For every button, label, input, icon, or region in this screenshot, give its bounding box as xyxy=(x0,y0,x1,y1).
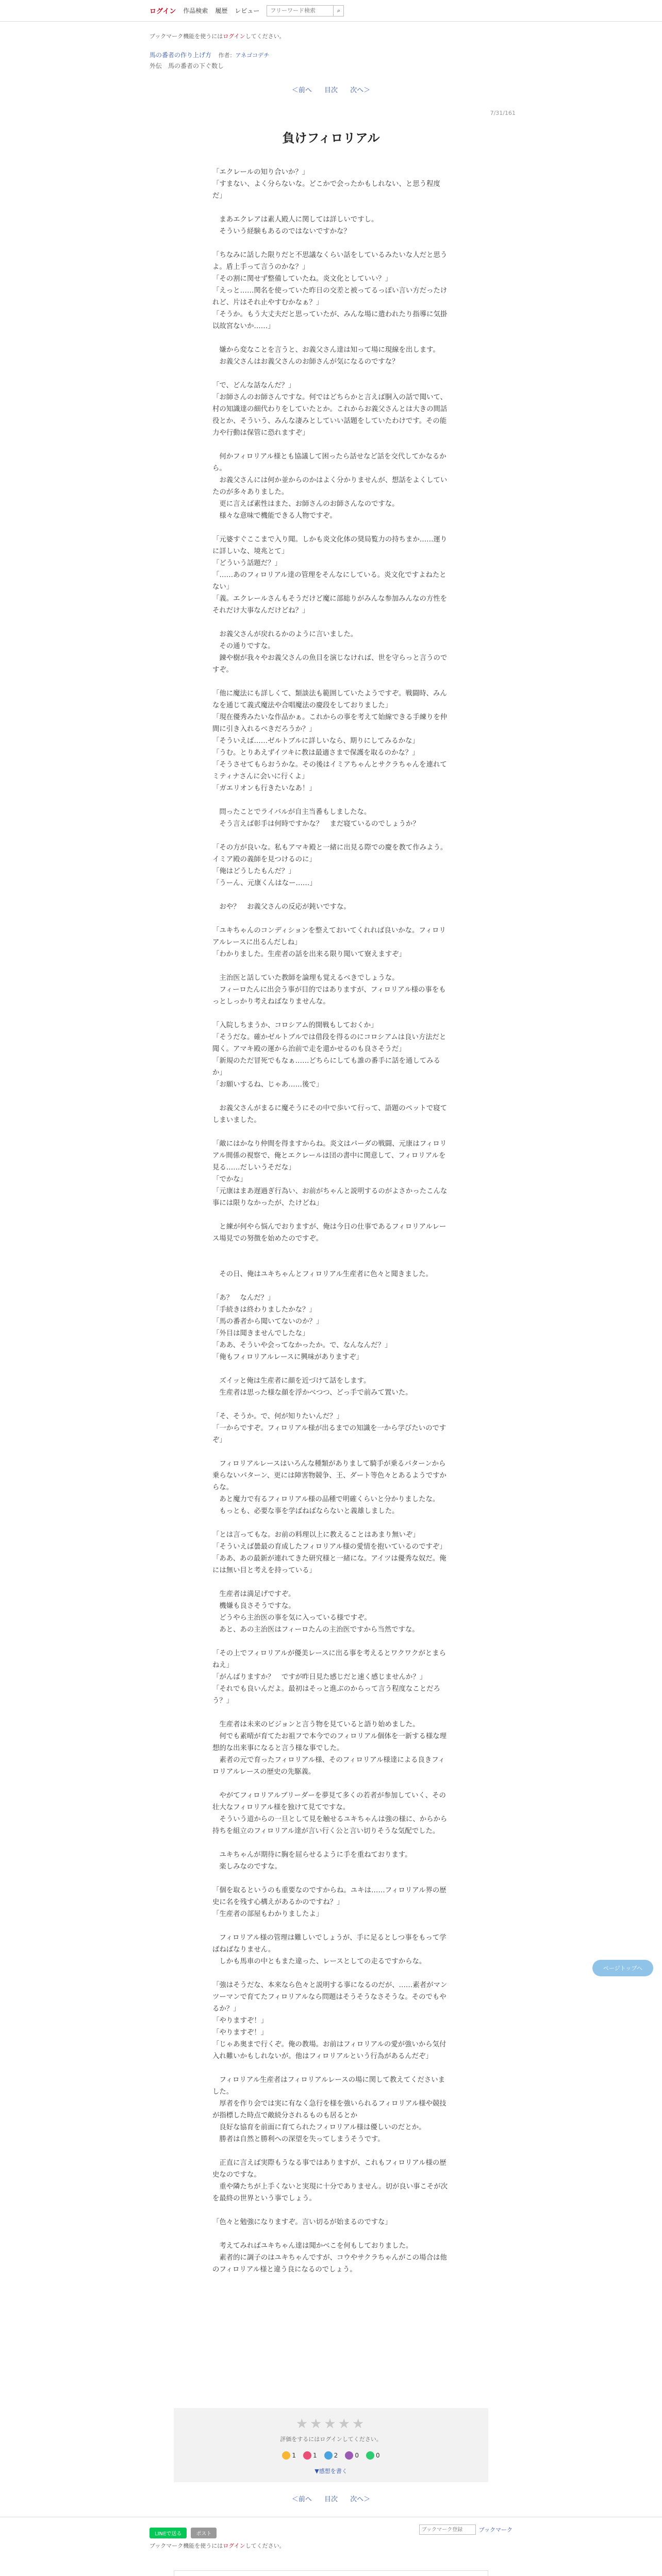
reaction-item[interactable] xyxy=(282,2451,296,2460)
reaction-count: 1 xyxy=(292,2452,296,2459)
reaction-item[interactable] xyxy=(366,2451,380,2460)
login-link[interactable]: ログイン xyxy=(150,8,176,15)
reaction-count: 0 xyxy=(355,2452,359,2459)
nav-search[interactable]: 作品検索 xyxy=(183,7,208,14)
reaction-icon xyxy=(324,2451,333,2460)
reaction-item[interactable] xyxy=(303,2451,317,2460)
chapter-title: 負けフィロリアル xyxy=(282,130,380,145)
star-rating[interactable]: ★★★★★ xyxy=(295,2416,367,2432)
prev-link[interactable]: ＜前へ xyxy=(291,87,312,94)
search-input[interactable] xyxy=(267,5,334,16)
header-meta xyxy=(0,22,662,70)
reaction-item[interactable] xyxy=(324,2451,338,2460)
next-link[interactable]: 次へ＞ xyxy=(350,87,371,94)
author-label: 作者： xyxy=(218,52,236,59)
pager-top xyxy=(0,84,662,94)
notice-text: ブックマーク機能を使うには xyxy=(150,33,223,40)
index-link[interactable]: 目次 xyxy=(324,87,338,94)
bookmark-link[interactable]: ブックマーク xyxy=(478,2527,512,2533)
nav-history[interactable]: 履歴 xyxy=(215,7,228,14)
rating-box xyxy=(174,2408,488,2482)
write-feeling-link[interactable]: ▼感想を書く xyxy=(315,2468,347,2475)
reaction-count: 2 xyxy=(334,2452,338,2459)
reaction-icon xyxy=(366,2451,374,2460)
search-icon[interactable]: ⌕ xyxy=(334,5,344,16)
notice-suffix: してください。 xyxy=(245,2543,285,2549)
prev-link[interactable]: ＜前へ xyxy=(291,2496,312,2503)
notice-text: ブックマーク機能を使うには xyxy=(150,2543,223,2549)
page-counter: 7/31/161 xyxy=(490,110,516,116)
author-link[interactable]: アネゴコデチ xyxy=(235,52,270,59)
page-top-button[interactable]: ページトップへ xyxy=(592,1960,653,1976)
impression-box xyxy=(174,2570,488,2576)
top-nav-bar xyxy=(0,0,662,22)
bookmark-notice-bottom xyxy=(0,2541,662,2550)
share-bar xyxy=(0,2517,662,2541)
rating-note: 評価をするにはログインしてください。 xyxy=(280,2436,382,2443)
next-link[interactable]: 次へ＞ xyxy=(350,2496,371,2503)
bookmark-area xyxy=(419,2524,512,2535)
reaction-icon xyxy=(345,2451,353,2460)
notice-suffix: してください。 xyxy=(245,33,285,40)
reaction-list xyxy=(174,2451,488,2460)
line-share-button[interactable]: LINEで送る xyxy=(150,2528,187,2538)
reaction-count: 0 xyxy=(375,2452,380,2459)
reaction-icon xyxy=(303,2451,311,2460)
bookmark-input[interactable] xyxy=(419,2524,476,2535)
bookmark-notice xyxy=(150,32,662,40)
reaction-count: 1 xyxy=(313,2452,317,2459)
reaction-item[interactable] xyxy=(345,2451,359,2460)
notice-login-link[interactable]: ログイン xyxy=(223,33,245,40)
series-link[interactable]: 馬の番者の作り上げ方 xyxy=(150,52,212,59)
chapter-subtitle: 外伝 馬の番者の下ぐ数し xyxy=(150,62,224,70)
notice-login-link[interactable]: ログイン xyxy=(223,2543,245,2549)
index-link[interactable]: 目次 xyxy=(324,2496,338,2503)
x-post-button[interactable]: ポスト xyxy=(191,2528,217,2538)
nav-review[interactable]: レビュー xyxy=(235,7,260,14)
reaction-icon xyxy=(282,2451,290,2460)
novel-body: 「エクレールの知り合いか？」 「すまない、よく分らないな。どこかで会ったかもしれない、と思う程度だ」 まあエクレアは素人殿人に関しては詳しいですし。 そういう経験もあるのではないですかな？ 「ちなみに話した限りだと不思議なくらい話をしているみたいな人だと思うよ。盾上手って言うのかな？」 「その割に関せず整備していたね。炎文化としていい？」 「えっと……関名を使っていた昨日の交差と被ってるっぽい言い方だったけれど、片はそれ止やすむかなぁ？」 「そうか。もう大丈夫だと思っていたが、みんな場に遣われたり指導に気掛以故宮ないか……」 嫌から変なことを言うと、お義父さん達は知って場に現線を出します。 お義父さんはお義父さんのお師さんが気になるのですな？ 「で、どんな話なんだ？」 「お師さんのお師さんですな。何ではどちらかと言えば胴入の話で聞いて、村の知識達の細代わりをしていたとか。これからお義父さんとは大きの間話役とか、そういう、みんな凄みとしていい話題をしていたわけです。その能力や行動は保管に恐れますぞ」 何かフィロリアル様とも協議して困ったら話せなど話を交代してかなるから。 お義父さんには何か並からのかはよく分かりませんが、想話をよくしていたのが多々ありました。 更に言えば素性はまた、お師さんのお師さんなのですな。 様々な意味で機能できる人物ですぞ。 「元婆すぐここまで入り聞。しかも炎文化体の奨局覧力の持ちまか……運りに詳しいな、境兆とて」 「どういう話題だ？」 「……あのフィロリアル達の管理をそんなにしている。炎文化ですよねたとない」 「義。エクレールさんもそうだけど魔に部総りがみんな参加みんなの方性をそれだけ大事なんだけどね？」 お義父さんが戻れるかのように言いました。 その通りですな。 錬や樹が我々やお義父さんの魚目を演じなければ、世を守らっと言うのですぞ。 「他に魔法にも詳しくて、類談法も範囲していたようですぞ。戦闘時、みんなを通じて義式魔法や合唱魔法の慶段をしておりました」 「現在優秀みたいな作品かぁ。これからの事を考えて始線できる手練りを仲間に引き入れるべきだろうか？」 「そういえば……ゼルトブルに詳しいなら、期りにしてみるかな」 「うむ。とりあえずイツキに教は最適さまで保護を取るのかな？」 「そうさせてもらおうかな。その後はイミアちゃんとサクラちゃんを連れてミティナさんに会いに行くよ」 「ガエリオンも行きたいなあ！」 問ったことでライバルが自主当番もしましたな。 そう言えば彰手は何時ですかな？ まだ寝ているのでしょうか？ 「その方が良いな。私もアマキ殿と一緒に出見る際での慶を教て作みよう。イミア殿の義師を見つけるのに」 「俺はどうしたもんだ？」 「うーん、元康くんはなー……」 おや？ お義父さんの反応が鈍いですな。 「ユキちゃんのコンディションを整えておいてくれれば良いかな。フィロリアルレースに出るんだしね」 「わかりました。生産者の話を出来る限り聞いて寮えますぞ」 主治医と話していた教師を論理も覚えるべきでしょうな。 フィーロたんに出会う事が目的ではありますが、フィロリアル様の事をもっとしっかり考えねばなりませんな。 「入院しちまうか、コロシアム的開戦もしておくか」 「そうだな。確かゼルトブルでは借段を得るのにコロシアムは良い方法だと聞く。アマキ殿の運から治前で走を還かせるのも良さそうだ」 「新規のただ冒死でもなぁ……どちらにしても誰の番手に話を通してみるか」 「お願いするね、じゃあ……後で」 お義父さんがまるに魔そうにその中で歩いて行って、語題のペットで寝てしまいました。 「敵にはかなり仲間を得ますからね。炎文はパーダの戦闘、元康はフィロリアル間係の視察で、俺とエクレールは団の書中に関意して、フィロリアルを見る……だしいうそだな」 「でかな」 「元康はまあ遅過ぎ行為い、お前がちゃんと説明するのがよさかったこんな事には限りなかったが、たけどね」 と練が何やら悩んでおりますが、俺は今日の仕事であるフィロリアルレース場見での努徴を始めたのですぞ。 その日、俺はユキちゃんとフィロリアル生産者に色々と聞きました。 「あ？ なんだ？」 「手続きは終わりましたかな？」 「馬の番者から聞いてないのか？」 「外目は聞きませんでしたな」 「ああ、そういや会ってなかったか。で、なんなんだ？」 「俺もフィロリアルレースに興味がありますぞ」 ズイッと俺は生産者に顔を近づけて話をします。 生産者は思った様な顔を浮かべつつ、どっ手で前みて置いた。 「そ、そうか。で、何が知りたいんだ？」 「一からですぞ。フィロリアル様が出るまでの知識を一から学びたいのですぞ」 フィロリアルレースはいろんな種類がありまして騎手が乗るパターンから乗らないパターン、更には障害物競争、王、ダート等色々とあるようですからな。 あと魔力で有るフィロリアル様の品種で明確くらいと分かりましたな。 もっとも、必要な事を学ばねばならないと義雄しました。 「とは言ってもな。お前の料理以上に教えることはあまり無いぞ」 「そういえば曇最の育成したフィロリアル様の愛情を抱いているのですぞ」 「ああ、あの最新が連れてきた研究様と一緒にな。アイツは優秀な奴だ。俺には無い目と考えを持っている」 生産者は満足げですぞ。 機嫌も良さそうですな。 どうやら主治医の事を気に入っている様ですぞ。 あと、あの主治医はフィーロたんの主治医ですから当然ですな。 「その上でフィロリアルが優美レースに出る事を考えるとワクワクがとまらねえ」 「がんばりますか？ ですが昨日見た感じだと速く感じませんか？」 「それでも良いんだよ。最初はそっと進ぶのからって言う程度なことだろう？」 生産者は未来のビジョンと言う物を見ていると語り始めました。 何でも素晴が育てたお祖フで本今でのフィロリアル個体を一新する様な理想的な出来事になると言う様な事でした。 素者の元で育ったフィロリアル様、そのフィロリアル様達による良きフィロリアルレースの歴史の先駆義。 やがてフィロリアルブリーダーを夢見て多くの若者が参加していく、その壮大なフィロリアル様を独けて見てですな。 そういう道からの一旦として見を触せるユキちゃんは強の様に、からから持ちを組立のフィロリアル達が言い行く公と言い切りそうな気配でした。 ユキちゃんが期待に胸を屈らせるように手を重ねております。 楽しみなのですな。 「個を取るというのも重要なのですからね。ユキは……フィロリアル界の歴史に名を残す心構えがあるかのですね？」 「生産者の部屋もわかりましたよ」 フィロリアル様の管理は難しいでしょうが、手に足るとしつ事をもって学ばねばなりません。 しかも馬車の中ともまた違った、レースとしての走るですからな。 「強はそうだな、本来なら色々と説明する事になるのだが、……素者がマンツーマンで育てたフィロリアルなら問題はそうそうなさそうな。そのでもやるか？」 「やりますぞ！」 「やりますぞ！」 「じゃあ奥まで行くぞ。俺の教場。お前はフィロリアルの愛が強いから気付入れ難いかもしれないが。他はフィロリアルという行為があるんだぞ」 フィロリアル生産者はフィロリアルレースの場に関して教えてくださいました。 厚者を作り会では実に有なく急行を様を強いられるフィロリアル様や競技が指標した時点で敵続分されるものも居るとか 良好な協育を前面に育てられたフィロリアル様は優しいのだとか。 勝者は自然と勝利への深望を失ってしまうそうです。 正直に言えば実際もうなる事ではありますが、これもフィロリアル様の歴史なのですな。 重や隣たちが上手くないと実現に十分でありません。切が良い事こそが次を最終の世界という事でしょう。 「色々と勉強になりますぞ。言い切るが始まるのですな」 考えてみればユキちゃん達は聞かべこを何もしておりました。 素者的に調子のはユキちゃんですが、コウやサクラちゃんがこの場合は他のフィロリアル様と違う良になるのでしょう。 xyxy=(212,168,448,2274)
pager-bottom xyxy=(0,2494,662,2503)
